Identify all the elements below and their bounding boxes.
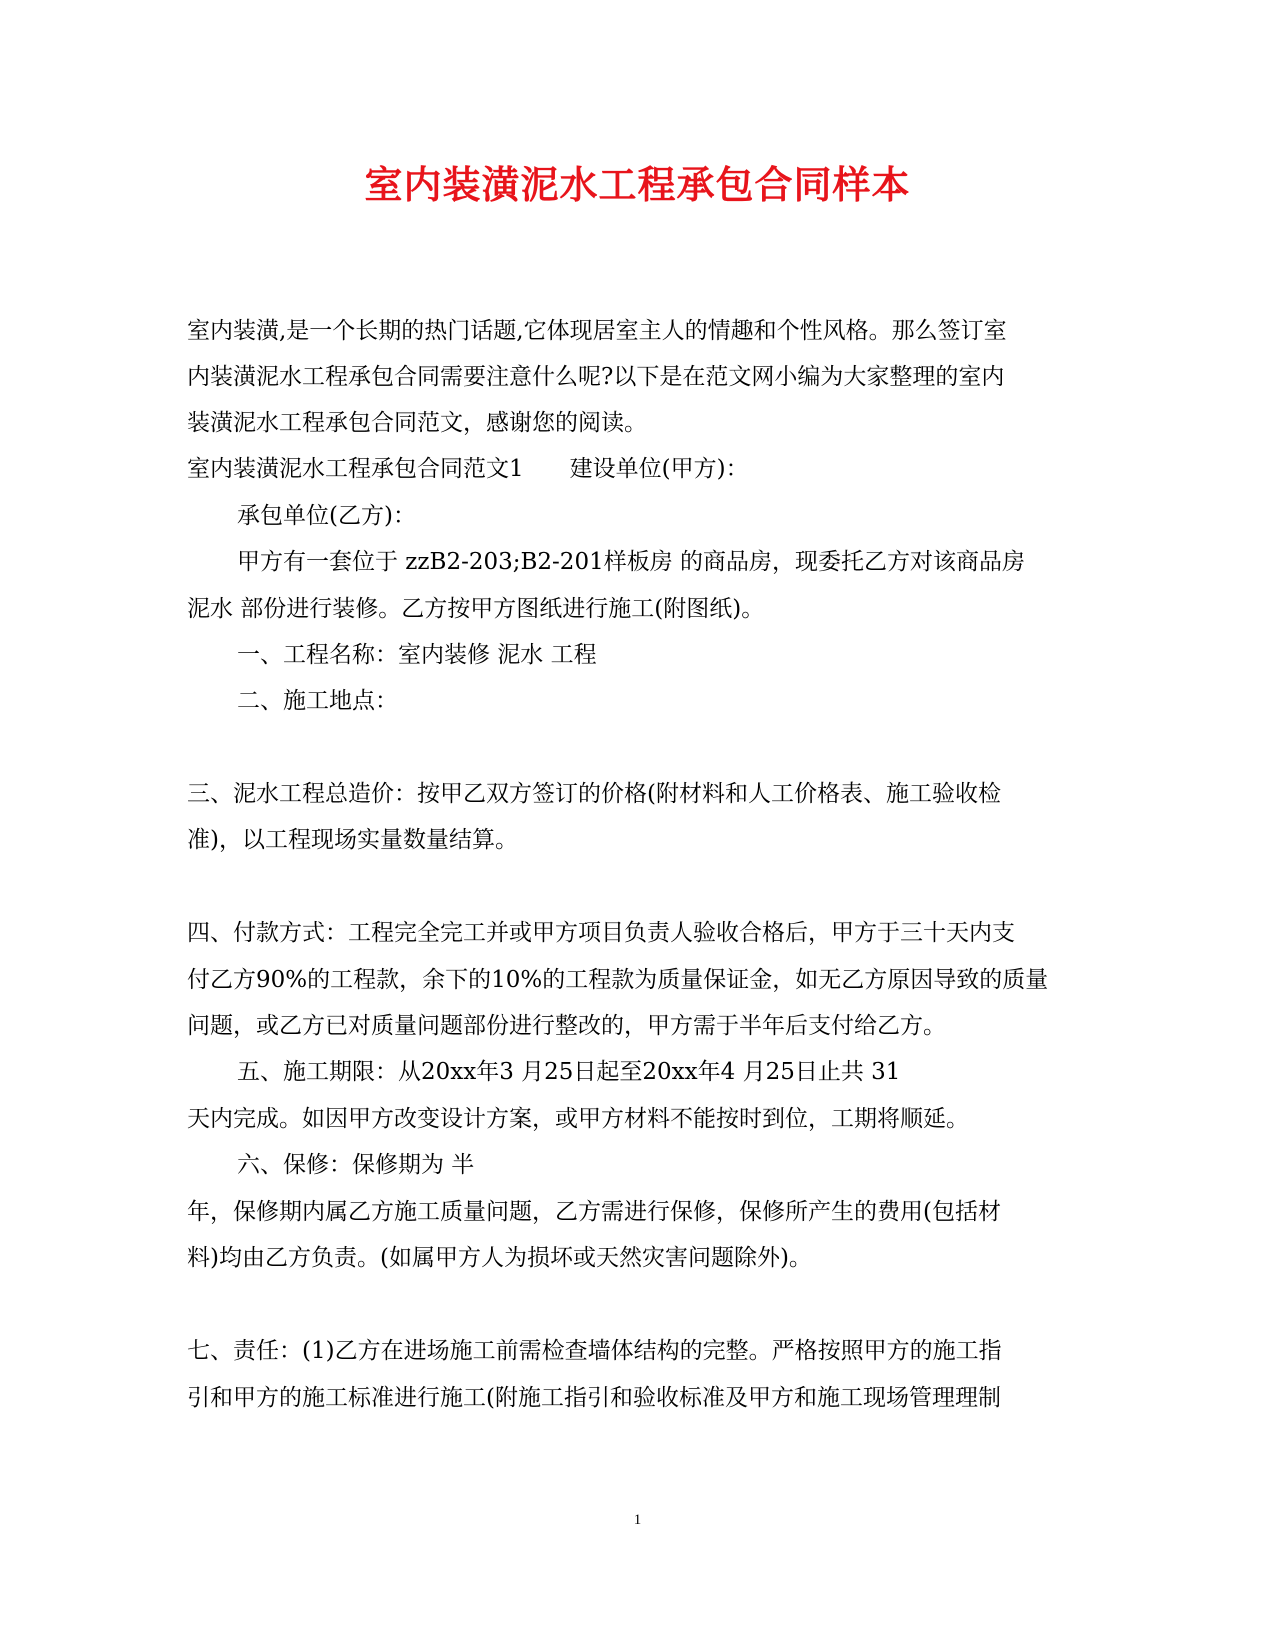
body-line: 一、工程名称：室内装修 泥水 工程	[237, 642, 597, 668]
body-line: 承包单位(乙方)：	[237, 503, 416, 529]
page-number: 1	[633, 1512, 642, 1528]
body-line: 年，保修期内属乙方施工质量问题，乙方需进行保修，保修所产生的费用(包括材	[187, 1199, 1001, 1225]
body-line: 内装潢泥水工程承包合同需要注意什么呢?以下是在范文网小编为大家整理的室内	[187, 364, 1005, 390]
body-line: 问题，或乙方已对质量问题部份进行整改的，甲方需于半年后支付给乙方。	[187, 1013, 946, 1039]
body-line: 天内完成。如因甲方改变设计方案，或甲方材料不能按时到位，工期将顺延。	[187, 1106, 969, 1132]
body-line: 料)均由乙方负责。(如属甲方人为损坏或天然灾害问题除外)。	[187, 1245, 812, 1271]
body-line: 引和甲方的施工标准进行施工(附施工指引和验收标准及甲方和施工现场管理理制	[187, 1385, 1001, 1411]
body-line: 准)，以工程现场实量数量结算。	[187, 827, 518, 853]
body-line: 甲方有一套位于 zzB2-203;B2-201样板房 的商品房，现委托乙方对该商品房	[237, 549, 1026, 575]
body-line: 七、责任：(1)乙方在进场施工前需检查墙体结构的完整。严格按照甲方的施工指	[187, 1338, 1002, 1364]
body-line: 六、保修：保修期为 半	[237, 1152, 475, 1178]
body-line: 室内装潢,是一个长期的热门话题,它体现居室主人的情趣和个性风格。那么签订室	[187, 318, 1007, 344]
body-line: 泥水 部份进行装修。乙方按甲方图纸进行施工(附图纸)。	[187, 596, 765, 622]
body-line: 四、付款方式：工程完全完工并或甲方项目负责人验收合格后，甲方于三十天内支	[187, 920, 1015, 946]
body-line: 装潢泥水工程承包合同范文，感谢您的阅读。	[187, 410, 647, 436]
body-line: 室内装潢泥水工程承包合同范文1 建设单位(甲方)：	[187, 456, 749, 482]
document-title: 室内装潢泥水工程承包合同样本	[364, 162, 911, 207]
body-line: 付乙方90%的工程款，余下的10%的工程款为质量保证金，如无乙方原因导致的质量	[187, 967, 1049, 993]
body-line: 三、泥水工程总造价：按甲乙双方签订的价格(附材料和人工价格表、施工验收检	[187, 781, 1001, 807]
body-line: 五、施工期限：从20xx年3 月25日起至20xx年4 月25日止共 31	[237, 1059, 901, 1085]
body-line: 二、施工地点：	[237, 688, 398, 714]
